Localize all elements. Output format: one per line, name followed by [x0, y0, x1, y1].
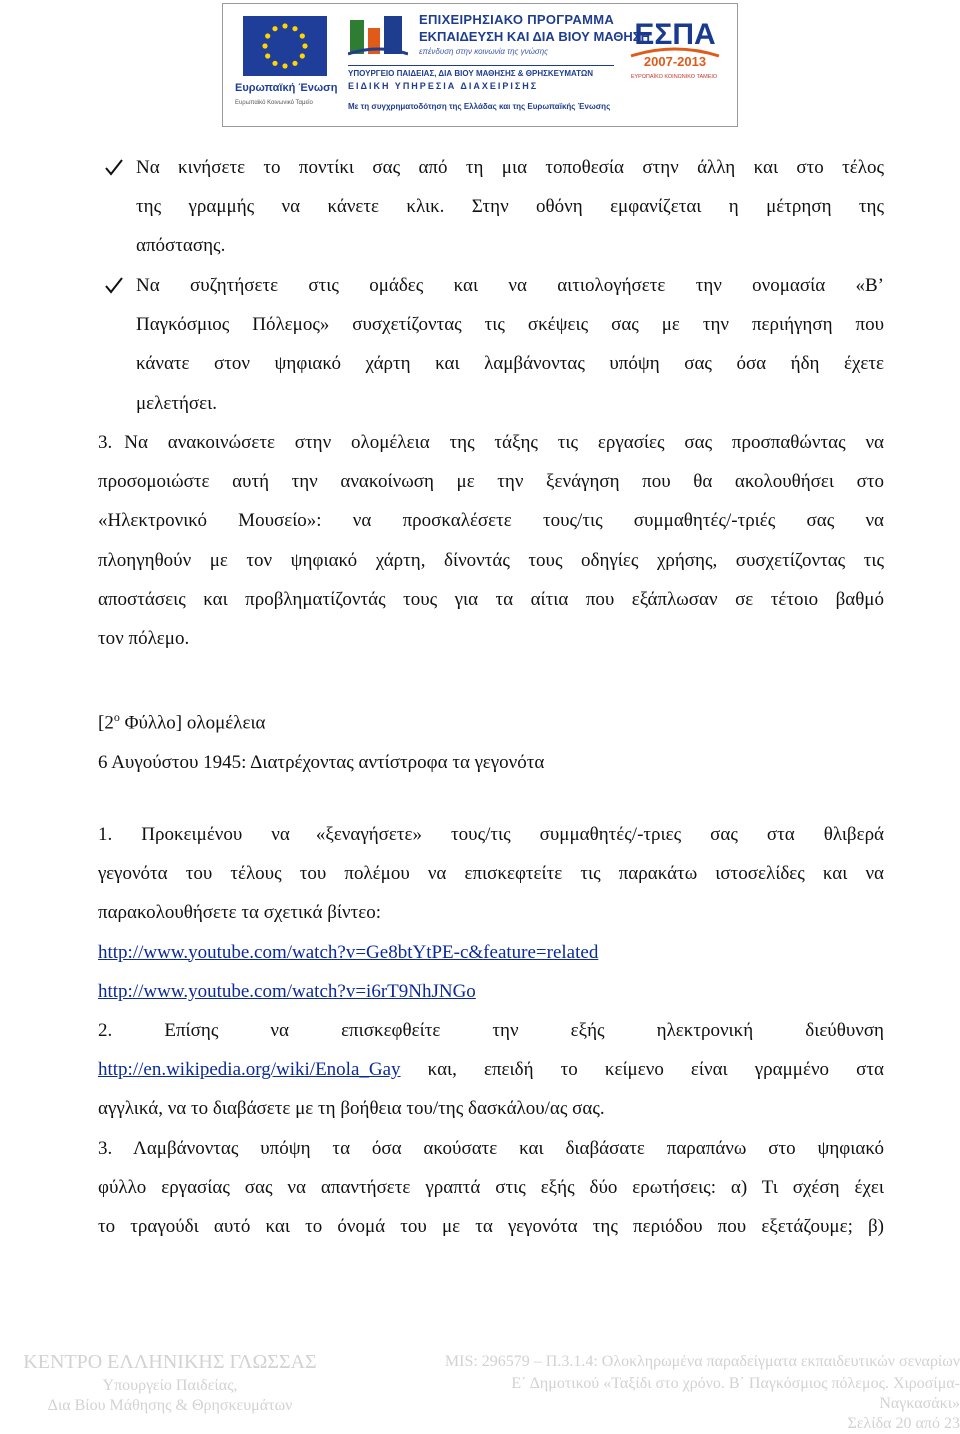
- text-run: Να ανακοινώσετε στην ολομέλεια της τάξης τις εργασίες σας προσπαθώντας να: [124, 432, 884, 453]
- item-3-paragraph: [98, 1129, 884, 1247]
- item-1-paragraph: [98, 815, 884, 1011]
- text-run: 1. Προκειμένου να: [98, 824, 290, 845]
- programme-title-line1: ΕΠΙΧΕΙΡΗΣΙΑΚΟ ΠΡΟΓΡΑΜΜΑ: [419, 12, 615, 27]
- footer-ministry-line2: Δια Βίου Μάθησης & Θρησκευμάτων: [47, 1397, 293, 1414]
- text-line: «Ηλεκτρονικό Μουσείο»: να προσκαλέσετε τους/τις συμμαθητές/-τριές σας να: [98, 510, 884, 532]
- footer-project-line3: Ναγκασάκι»: [879, 1395, 960, 1412]
- espa-fund-name: ΕΥΡΩΠΑΪΚΟ ΚΟΙΝΩΝΙΚΟ ΤΑΜΕΙΟ: [630, 74, 718, 80]
- text-line: Παγκόσμιος Πόλεμος» συσχετίζοντας τις σκέψεις σας με την περιήγηση που: [136, 314, 884, 336]
- sheet-title-prefix: [2: [98, 712, 114, 734]
- youtube-link-2-line: [98, 972, 884, 1011]
- text-line: Να συζητήσετε στις ομάδες και να αιτιολογήσετε την ονομασία «Β’: [136, 275, 884, 296]
- eu-name: Ευρωπαϊκή Ένωση: [235, 82, 338, 94]
- text-line: τον πόλεμο.: [98, 628, 190, 650]
- footer-project-line2: Ε΄ Δημοτικού «Ταξίδι στο χρόνο. Β΄ Παγκόσμιος πόλεμος. Χιροσίμα-: [511, 1375, 960, 1392]
- management-service: ΕΙΔΙΚΗ ΥΠΗΡΕΣΙΑ ΔΙΑΧΕΙΡΙΣΗΣ: [348, 81, 539, 91]
- text-run: και, επειδή το κείμενο είναι γραμμένο στα: [400, 1059, 884, 1081]
- text-line: αποστάσεις και προβληματίζοντάς τους για τα αίτια που εξάπλωσαν σε τέτοιο βαθμό: [98, 588, 884, 610]
- cofunding-note: Με τη συγχρηματοδότηση της Ελλάδας και της Ευρωπαϊκής Ένωσης: [348, 102, 611, 111]
- text-line: απόστασης.: [136, 235, 226, 257]
- text-line: μελετήσει.: [136, 392, 218, 414]
- text-line: Να κινήσετε το ποντίκι σας από τη μια τοποθεσία στην άλλη και στο τέλος: [136, 157, 884, 178]
- footer-project-line1: MIS: 296579 – Π.3.1.4: Ολοκληρωμένα παραδείγματα εκπαιδευτικών σεναρίων: [444, 1353, 960, 1370]
- sheet-title: [98, 698, 884, 743]
- eu-logo: [235, 14, 338, 114]
- sheet-subtitle: 6 Αυγούστου 1945: Διατρέχοντας αντίστροφα τα γεγονότα: [98, 751, 545, 773]
- programme-slogan: επένδυση στην κοινωνία της γνώσης: [419, 47, 549, 56]
- text-line: 3. Λαμβάνοντας υπόψη τα όσα ακούσατε και διαβάσατε παραπάνω στο ψηφιακό: [98, 1138, 884, 1159]
- text-line: [98, 423, 884, 462]
- page-footer: [0, 1350, 960, 1433]
- item-2-paragraph: [98, 1011, 884, 1129]
- header-banner: [222, 3, 738, 127]
- sheet-heading: [98, 698, 884, 782]
- checklist-item-2: [136, 266, 884, 423]
- espa-name: ΕΣΠΑ: [634, 18, 716, 51]
- ordinal-superscript: ο: [113, 710, 120, 724]
- footer-center-name: ΚΕΝΤΡΟ ΕΛΛΗΝΙΚΗΣ ΓΛΩΣΣΑΣ: [23, 1351, 317, 1373]
- youtube-link-1[interactable]: http://www.youtube.com/watch?v=Ge8btYtPE-c&feature=related: [98, 941, 599, 963]
- programme-title-line2: ΕΚΠΑΙΔΕΥΣΗ ΚΑΙ ΔΙΑ ΒΙΟΥ ΜΑΘΗΣΗ: [419, 29, 650, 44]
- ministry-name: ΥΠΟΥΡΓΕΙΟ ΠΑΙΔΕΙΑΣ, ΔΙΑ ΒΙΟΥ ΜΑΘΗΣΗΣ & ΘΡΗΣΚΕΥΜΑΤΩΝ: [348, 69, 594, 78]
- step-number: 3.: [98, 432, 113, 453]
- wikipedia-link[interactable]: http://en.wikipedia.org/wiki/Enola_Gay: [98, 1059, 401, 1081]
- checkmark-icon: [104, 266, 124, 305]
- programme-logo-icon: [348, 14, 408, 60]
- text-line: το τραγούδι αυτό και το όνομά του με τα γεγονότα της περιόδου που εξετάζουμε; β): [98, 1216, 884, 1238]
- text-line: προσομοιώστε αυτή την ανακοίνωση με την ξενάγηση που θα ακολουθήσει στο: [98, 471, 884, 493]
- text-line: 2. Επίσης να επισκεφθείτε την εξής ηλεκτρονική διεύθυνση: [98, 1020, 884, 1041]
- eu-flag-icon: [243, 16, 327, 76]
- text-line: αγγλικά, να το διαβάσετε με τη βοήθεια του/της δασκάλου/ας σας.: [98, 1098, 605, 1120]
- youtube-link-1-line: [98, 933, 884, 972]
- step-3-paragraph: [98, 423, 884, 658]
- text-line: κάνατε στον ψηφιακό χάρτη και λαμβάνοντας υπόψη σας όσα ήδη έχετε: [136, 353, 884, 375]
- text-line: φύλλο εργασίας σας να απαντήσετε γραπτά στις εξής δύο ερωτήσεις: α) Τι σχέση έχει: [98, 1177, 884, 1199]
- text-line: πλοηγηθούν με τον ψηφιακό χάρτη, δίνοντάς τους οδηγίες χρήσης, συσχετίζοντας τις: [98, 549, 884, 571]
- footer-ministry-line1: Υπουργείο Παιδείας,: [102, 1377, 238, 1394]
- espa-years: 2007-2013: [643, 54, 707, 69]
- page-number: Σελίδα 20 από 23: [847, 1415, 960, 1432]
- checklist-item-1: [136, 148, 884, 266]
- sheet-title-suffix: Φύλλο] ολομέλεια: [119, 712, 266, 734]
- checkmark-icon: [104, 148, 124, 187]
- text-run: «ξεναγήσετε» τους/τις συμμαθητές/-τριες σας στα θλιβερά: [315, 824, 885, 845]
- text-line: παρακολουθήσετε τα σχετικά βίντεο:: [98, 902, 381, 924]
- text-line: γεγονότα του τέλους του πολέμου να επισκεφτείτε τις παρακάτω ιστοσελίδες και να: [98, 863, 884, 885]
- eu-fund-name: Ευρωπαϊκό Κοινωνικό Ταμείο: [235, 100, 313, 106]
- text-line: [98, 815, 884, 854]
- youtube-link-2[interactable]: http://www.youtube.com/watch?v=i6rT9NhJNGo: [98, 980, 476, 1002]
- header-divider: [348, 65, 614, 66]
- text-line: [98, 1050, 884, 1089]
- text-line: της γραμμής να κάνετε κλικ. Στην οθόνη εμφανίζεται η μέτρηση της: [136, 196, 884, 218]
